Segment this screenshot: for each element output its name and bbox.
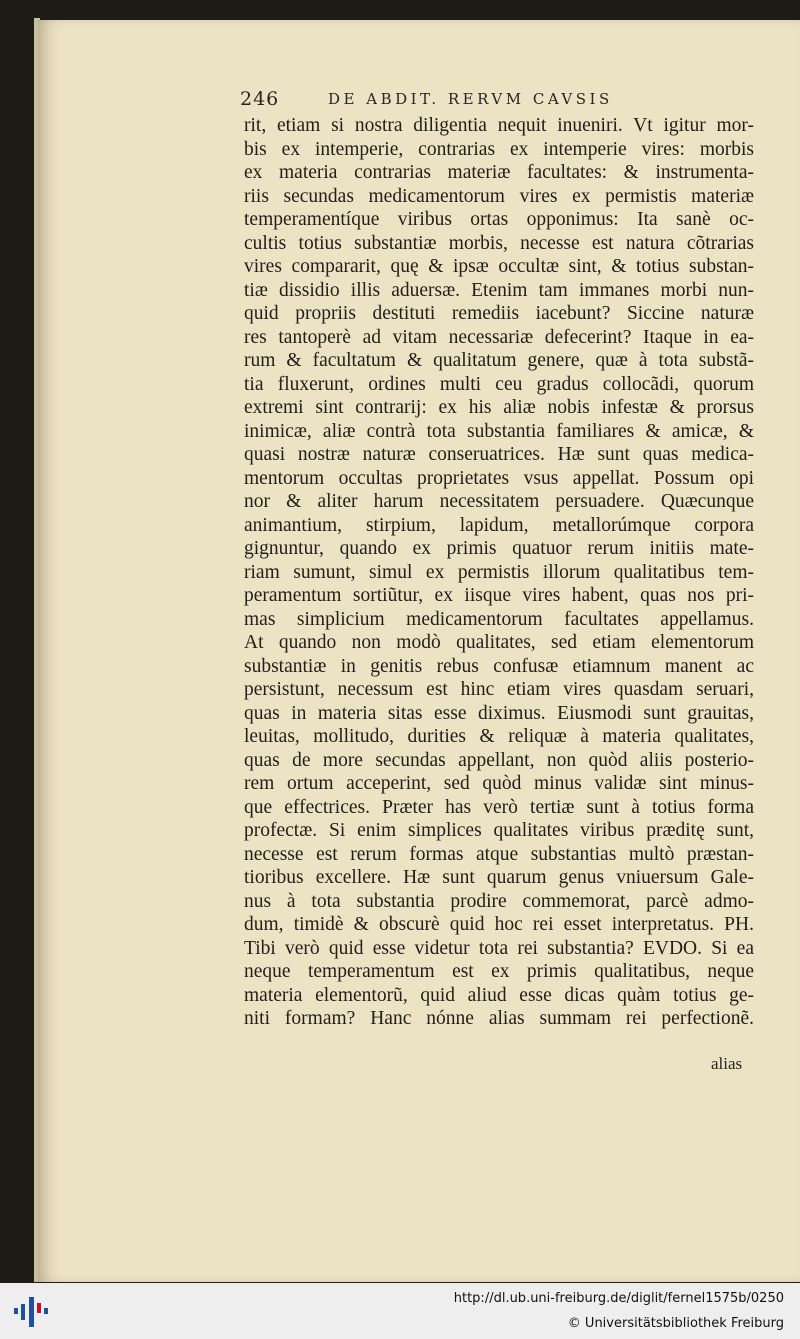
text-line: tiæ dissidio illis aduersæ. Etenim tam immanes morbi nun- <box>244 279 754 301</box>
body-text <box>244 114 754 1031</box>
text-line: gignuntur, quando ex primis quatuor rerum initiis mate- <box>244 538 754 559</box>
catchword: alias <box>711 1054 743 1073</box>
page-number: 246 <box>240 88 280 110</box>
text-line: cultis totius substantiæ morbis, necesse est natura cõtrarias <box>244 232 754 254</box>
text-line: mentorum occultas proprietates vsus appellat. Possum opi <box>244 467 754 489</box>
text-line: peramentum sortiũtur, ex iisque vires habent, quas nos pri- <box>244 585 754 606</box>
text-line: tia fluxerunt, ordines multi ceu gradus collocãdi, quorum <box>244 373 754 395</box>
text-line: que effectrices. Præter has verò tertiæ sunt à totius forma <box>244 796 754 818</box>
text-line: nor & aliter harum necessitatem persuadere. Quæcunque <box>244 491 754 512</box>
text-line: quas in materia sitas esse diximus. Eiusmodi sunt grauitas, <box>244 702 754 724</box>
text-line: necesse est rerum formas atque substantias multò præstan- <box>244 843 754 865</box>
text-line: temperamentíque viribus ortas opponimus: Ita sanè oc- <box>244 209 754 230</box>
source-url: http://dl.ub.uni-freiburg.de/diglit/fernel1575b/0250 <box>453 1291 784 1306</box>
text-line: substantiæ in genitis rebus confusæ etiamnum manent ac <box>244 655 754 677</box>
text-line: Tibi verò quid esse videtur tota rei substantia? EVDO. Si ea <box>244 937 754 959</box>
text-line: ex materia contrarias materiæ facultates: & instrumenta- <box>244 162 754 183</box>
text-line: quasi nostræ naturæ conseruatrices. Hæ sunt quas medica- <box>244 444 754 465</box>
footer-bar <box>0 1283 800 1339</box>
text-line: mas simplicium medicamentorum facultates appellamus. <box>244 608 754 630</box>
text-line: neque temperamentum est ex primis qualitatibus, neque <box>244 961 754 982</box>
text-line: persistunt, necessum est hinc etiam vires quasdam seruari, <box>244 679 754 700</box>
text-line: rum & facultatum & qualitatum genere, quæ à tota substã- <box>244 350 754 371</box>
text-line: quas de more secundas appellant, non quòd aliis posterio- <box>244 749 754 771</box>
text-line: inimicæ, aliæ contrà tota substantia familiares & amicæ, & <box>244 420 754 442</box>
text-line: bis ex intemperie, contrarias ex intemperie vires: morbis <box>244 138 754 160</box>
text-line: nus à tota substantia prodire commemorat, parcè admo- <box>244 890 754 912</box>
text-line: rem ortum acceperint, sed quòd minus validæ sint minus- <box>244 773 754 794</box>
text-line: extremi sint contrarij: ex his aliæ nobis infestæ & prorsus <box>244 397 754 418</box>
text-line: riam sumunt, simul ex permistis illorum qualitatibus tem- <box>244 561 754 583</box>
text-line: profectæ. Si enim simplices qualitates viribus præditę sunt, <box>244 820 754 841</box>
text-line: rit, etiam si nostra diligentia nequit inueniri. Vt igitur mor- <box>244 115 754 136</box>
text-line: quid propriis destituti remediis iacebunt? Siccine naturæ <box>244 303 754 324</box>
text-line: dum, timidè & obscurè quid hoc rei esset interpretatus. PH. <box>244 914 754 935</box>
text-line: vires compararit, quę & ipsæ occultæ sint, & totius substan- <box>244 256 754 277</box>
university-library-logo-icon <box>12 1295 52 1329</box>
running-head: DE ABDIT. RERVM CAVSIS <box>328 90 613 108</box>
page-header <box>240 88 760 116</box>
text-line: res tantoperè ad vitam necessariæ defecerint? Itaque in ea- <box>244 326 754 348</box>
text-line: animantium, stirpium, lapidum, metallorúmque corpora <box>244 514 754 536</box>
text-line: tioribus excellere. Hæ sunt quarum genus vniuersum Gale- <box>244 867 754 888</box>
text-line: riis secundas medicamentorum vires ex permistis materiæ <box>244 185 754 207</box>
text-line: leuitas, mollitudo, durities & reliquæ à materia qualitates, <box>244 726 754 747</box>
text-line: niti formam? Hanc nónne alias summam rei perfectionẽ. <box>244 1008 754 1029</box>
copyright-notice: © Universitätsbibliothek Freiburg <box>567 1316 784 1331</box>
text-line: materia elementorũ, quid aliud esse dicas quàm totius ge- <box>244 984 754 1006</box>
text-line: At quando non modò qualitates, sed etiam elementorum <box>244 632 754 653</box>
